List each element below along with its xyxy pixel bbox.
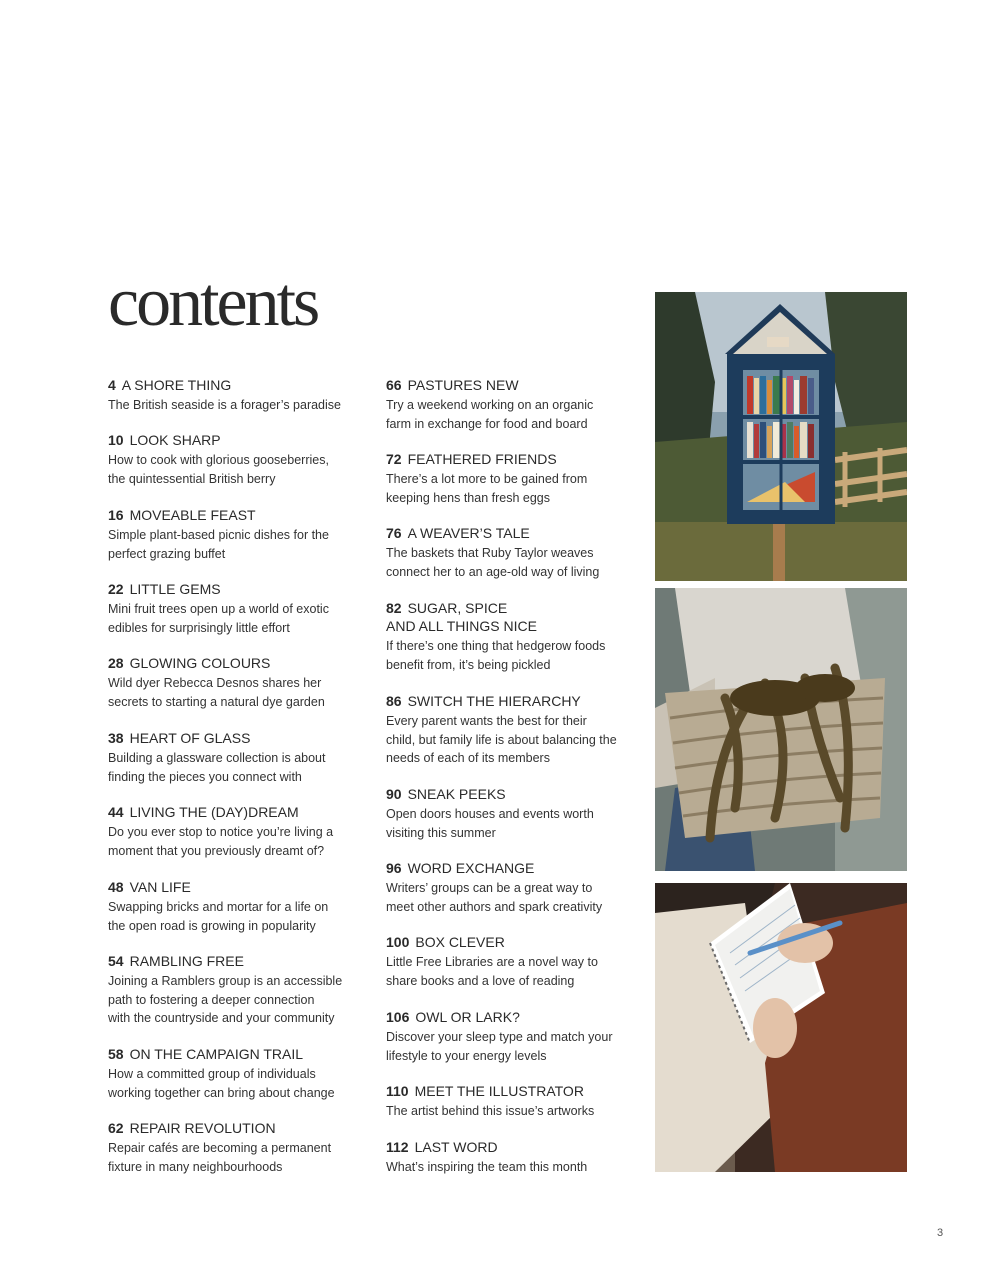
page-ref: 16 (108, 507, 124, 523)
contents-entry[interactable] (108, 878, 368, 935)
page-ref: 90 (386, 786, 402, 802)
contents-entry[interactable] (386, 524, 646, 581)
contents-entry[interactable] (108, 431, 368, 488)
contents-entry[interactable] (108, 1045, 368, 1102)
page-ref: 72 (386, 451, 402, 467)
entry-description: Discover your sleep type and match your lifestyle to your energy levels (386, 1030, 613, 1063)
page-ref: 28 (108, 655, 124, 671)
entry-description: Building a glassware collection is about finding the pieces you connect with (108, 751, 326, 784)
page-title: contents (108, 264, 318, 341)
page-ref: 62 (108, 1120, 124, 1136)
contents-entry[interactable] (108, 803, 368, 860)
contents-entry[interactable] (108, 1119, 368, 1176)
entry-heading: BOX CLEVER (415, 934, 505, 950)
entry-heading: HEART OF GLASS (129, 730, 251, 746)
entry-heading-line2: AND ALL THINGS NICE (386, 618, 537, 634)
contents-entry[interactable] (386, 933, 646, 990)
contents-entry[interactable] (386, 692, 646, 768)
entry-heading: PASTURES NEW (407, 377, 519, 393)
page-ref: 38 (108, 730, 124, 746)
entry-heading: LIVING THE (DAY)DREAM (129, 804, 299, 820)
entry-heading: RAMBLING FREE (129, 953, 244, 969)
contents-entry[interactable] (386, 1082, 646, 1121)
entry-heading: SNEAK PEEKS (407, 786, 506, 802)
page-ref: 82 (386, 600, 402, 616)
contents-entry[interactable] (386, 1008, 646, 1065)
entry-heading: MOVEABLE FEAST (129, 507, 256, 523)
entry-heading: LAST WORD (414, 1139, 498, 1155)
contents-entry[interactable] (386, 599, 646, 674)
entry-description: Wild dyer Rebecca Desnos shares her secrets to starting a natural dye garden (108, 676, 325, 709)
contents-entry[interactable] (386, 859, 646, 916)
entry-description: Open doors houses and events worth visiting this summer (386, 807, 594, 840)
entry-description: Writers’ groups can be a great way to meet other authors and spark creativity (386, 881, 603, 914)
photo-seaweed-basket (655, 588, 907, 871)
entry-heading: ON THE CAMPAIGN TRAIL (129, 1046, 304, 1062)
contents-entry[interactable] (386, 376, 646, 433)
contents-entry[interactable] (386, 785, 646, 842)
page-ref: 106 (386, 1009, 410, 1025)
entry-description: Do you ever stop to notice you’re living a moment that you previously dreamt of? (108, 825, 334, 858)
entry-heading: OWL OR LARK? (415, 1009, 520, 1025)
contents-entry[interactable] (108, 506, 368, 563)
entry-description: The artist behind this issue’s artworks (386, 1104, 595, 1118)
entry-heading: LOOK SHARP (129, 432, 221, 448)
entry-description: What’s inspiring the team this month (386, 1160, 588, 1174)
entry-description: Simple plant-based picnic dishes for the perfect grazing buffet (108, 528, 329, 561)
page-ref: 86 (386, 693, 402, 709)
entry-heading: A WEAVER’S TALE (407, 525, 530, 541)
page-ref: 4 (108, 377, 116, 393)
entry-heading: MEET THE ILLUSTRATOR (414, 1083, 584, 1099)
entry-heading: LITTLE GEMS (129, 581, 221, 597)
page-ref: 22 (108, 581, 124, 597)
page-ref: 54 (108, 953, 124, 969)
entry-description: Mini fruit trees open up a world of exotic edibles for surprisingly little effort (108, 602, 329, 635)
page-ref: 48 (108, 879, 124, 895)
contents-entry[interactable] (108, 580, 368, 637)
page-ref: 44 (108, 804, 124, 820)
entry-description: Every parent wants the best for their child, but family life is about balancing the needs of each of its members (386, 714, 617, 766)
photo-writing-notebook (655, 883, 907, 1172)
contents-entry[interactable] (108, 729, 368, 786)
entry-heading: SWITCH THE HIERARCHY (407, 693, 581, 709)
entry-heading: FEATHERED FRIENDS (407, 451, 557, 467)
page-ref: 100 (386, 934, 410, 950)
entry-heading: WORD EXCHANGE (407, 860, 535, 876)
contents-entry[interactable] (108, 376, 368, 415)
entry-description: If there’s one thing that hedgerow foods benefit from, it’s being pickled (386, 639, 606, 672)
entry-description: Joining a Ramblers group is an accessible path to fostering a deeper connection with the countryside and your community (108, 974, 343, 1026)
contents-entry[interactable] (386, 1138, 646, 1177)
page-ref: 112 (386, 1139, 409, 1155)
contents-entry[interactable] (108, 654, 368, 711)
entry-heading: VAN LIFE (129, 879, 191, 895)
page-number: 3 (937, 1227, 944, 1239)
entry-heading: A SHORE THING (121, 377, 232, 393)
entry-description: How to cook with glorious gooseberries, the quintessential British berry (108, 453, 329, 486)
page-ref: 10 (108, 432, 124, 448)
entry-description: Swapping bricks and mortar for a life on the open road is growing in popularity (108, 900, 329, 933)
entry-description: How a committed group of individuals working together can bring about change (108, 1067, 335, 1100)
entry-description: The British seaside is a forager’s paradise (108, 398, 341, 412)
contents-entry[interactable] (108, 952, 368, 1028)
entry-description: Repair cafés are becoming a permanent fixture in many neighbourhoods (108, 1141, 332, 1174)
contents-entry[interactable] (386, 450, 646, 507)
entry-description: Try a weekend working on an organic farm in exchange for food and board (386, 398, 594, 431)
page-ref: 76 (386, 525, 402, 541)
page-ref: 110 (386, 1083, 409, 1099)
entry-description: There’s a lot more to be gained from keeping hens than fresh eggs (386, 472, 588, 505)
page-ref: 96 (386, 860, 402, 876)
photo-little-free-library (655, 292, 907, 581)
entry-heading: SUGAR, SPICE (407, 600, 508, 616)
entry-description: Little Free Libraries are a novel way to share books and a love of reading (386, 955, 598, 988)
entry-heading: REPAIR REVOLUTION (129, 1120, 276, 1136)
entry-description: The baskets that Ruby Taylor weaves connect her to an age-old way of living (386, 546, 600, 579)
entry-heading: GLOWING COLOURS (129, 655, 271, 671)
page-ref: 58 (108, 1046, 124, 1062)
page-ref: 66 (386, 377, 402, 393)
